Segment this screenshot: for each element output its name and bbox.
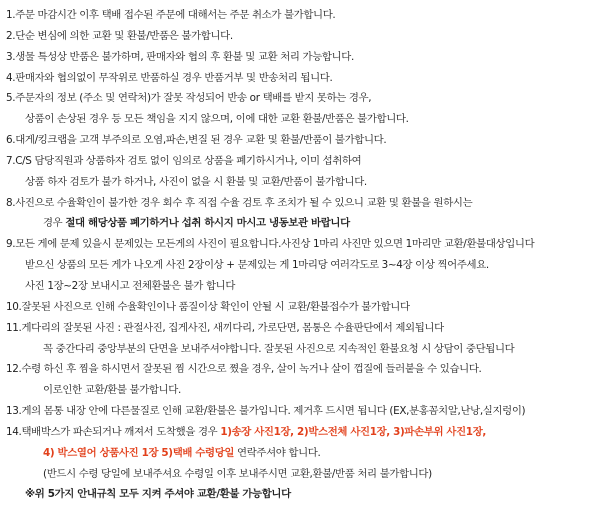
notice-line-12-cont: 이로인한 교환/환불 불가합니다.: [43, 384, 181, 397]
notice-line-4: 4.판매자와 협의없이 무작위로 반품하실 경우 반품거부 및 반송처리 됩니다.: [6, 71, 333, 84]
notice-line-2: 2.단순 변심에 의한 교환 및 환불/반품은 불가합니다.: [6, 29, 233, 42]
notice-line-6: 6.대게/킹크랩을 고객 부주의로 오염,파손,변질 된 경우 교환 및 환불/반품이 불가합니다.: [6, 134, 387, 147]
notice-line-8-cont: 경우 절대 해당상품 폐기하거나 섭취 하시지 마시고 냉동보관 바랍니다: [43, 217, 350, 230]
photo-requirements-red-cont: 4) 박스열어 상품사진 1장 5)택배 수령당일: [43, 446, 235, 459]
notice-line-14-cont-2: (반드시 수령 당일에 보내주셔요 수령일 이후 보내주시면 교환,환불/반품 처리 불가합니다): [43, 467, 432, 480]
notice-line-3: 3.생물 특성상 반품은 불가하며, 판매자와 협의 후 환불 및 교환 처리 가능합니다.: [6, 50, 354, 63]
notice-line-10: 10.잘못된 사진으로 인해 수율확인이나 품질이상 확인이 안될 시 교환/환불접수가 불가합니다: [6, 300, 410, 313]
notice-line-14: 14.택배박스가 파손되거나 깨져서 도착했을 경우 1)송장 사진1장, 2)박스전체 사진1장, 3)파손부위 사진1장,: [6, 425, 486, 438]
notice-line-12: 12.수령 하신 후 찜을 하시면서 잘못된 찜 시간으로 쪘을 경우, 살이 녹거나 살이 껍질에 들러붙을 수 있습니다.: [6, 363, 482, 376]
notice-line-5: 5.주문자의 정보 (주소 및 연락처)가 잘못 작성되어 반송 or 택배를 받지 못하는 경우,: [6, 92, 372, 105]
notice-line-7: 7.C/S 담당직원과 상품하자 검토 없이 임의로 상품을 폐기하시거나, 이미 섭취하여: [6, 154, 362, 167]
notice-footer-rule: ※위 5가지 안내규칙 모두 지켜 주셔야 교환/환불 가능합니다: [25, 488, 291, 501]
notice-line-8: 8.사진으로 수율확인이 불가한 경우 회수 후 직접 수율 검토 후 조치가 될 수 있으니 교환 및 환불을 원하시는: [6, 196, 473, 209]
bold-instruction: 절대 해당상품 폐기하거나 섭취 하시지 마시고 냉동보관 바랍니다: [65, 217, 350, 230]
notice-line-7-cont: 상품 하자 검토가 불가 하거나, 사진이 없을 시 환불 및 교환/반품이 불가합니다.: [25, 175, 367, 188]
notice-line-11: 11.게다리의 잘못된 사진 : 관절사진, 집게사진, 새끼다리, 가로단면, 몸통은 수율판단에서 제외됩니다: [6, 321, 444, 334]
notice-line-5-cont: 상품이 손상된 경우 등 모든 책임을 지지 않으며, 이에 대한 교환 환불/반품은 불가합니다.: [25, 113, 409, 126]
notice-line-9-cont-2: 사진 1장~2장 보내시고 전체환불은 불가 합니다: [25, 279, 236, 292]
notice-line-9-cont-1: 받으신 상품의 모든 게가 나오게 사진 2장이상 + 문제있는 게 1마리당 여러각도로 3~4장 이상 찍어주세요.: [25, 259, 489, 272]
notice-line-13: 13.게의 몸통 내장 안에 다른물질로 인해 교환/환불은 불가입니다. 제거후 드시면 됩니다 (EX,분홍꼼치알,난낭,실지렁이): [6, 405, 526, 418]
notice-line-9: 9.모든 게에 문제 있을시 문제있는 모든게의 사진이 필요합니다.사진상 1마리 사진만 있으면 1마리만 교환/환불대상입니다: [6, 238, 535, 251]
notice-line-1: 1.주문 마감시간 이후 택배 접수된 주문에 대해서는 주문 취소가 불가합니다.: [6, 9, 336, 21]
notice-line-14-cont-1: 4) 박스열어 상품사진 1장 5)택배 수령당일 연락주셔야 합니다.: [43, 446, 321, 459]
photo-requirements-red: 1)송장 사진1장, 2)박스전체 사진1장, 3)파손부위 사진1장,: [220, 425, 486, 438]
notice-line-11-cont: 꼭 중간다리 중앙부분의 단면을 보내주셔야합니다. 잘못된 사진으로 지속적인 환불요청 시 상담이 중단됩니다: [43, 342, 515, 355]
